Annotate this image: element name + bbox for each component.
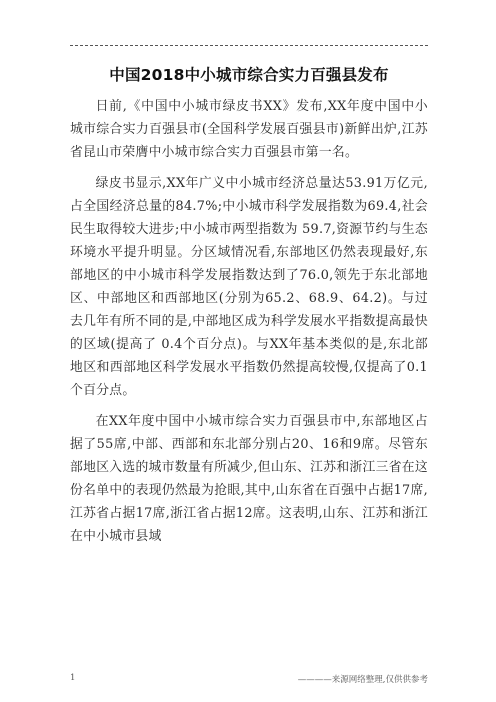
page-footer — [70, 673, 428, 687]
page-number: 1 — [70, 673, 76, 683]
paragraph-1: 日前,《中国中小城市绿皮书XX》发布,XX年度中国中小城市综合实力百强县市(全国科学发展百强县市)新鲜出炉,江苏省昆山市荣膺中小城市综合实力百强县市第一名。 — [70, 99, 428, 160]
paragraph-3: 在XX年度中国中小城市综合实力百强县市中,东部地区占据了55席,中部、西部和东北部分别占20、16和9席。尽管东部地区入选的城市数量有所减少,但山东、江苏和浙江三省在这份名单中的表现仍然最为抢眼,其中,山东省在百强中占据17席,江苏省占据17席,浙江省占据12席。这表明,山东、江苏和浙江在中小城市县域 — [70, 414, 428, 544]
article-body — [70, 95, 428, 556]
header-divider — [70, 45, 428, 46]
source-note: ————来源网络整理,仅供供参考 — [297, 675, 428, 685]
page-title: 中国2018中小城市综合实力百强县发布 — [109, 66, 389, 84]
paragraph-2: 绿皮书显示,XX年广义中小城市经济总量达53.91万亿元,占全国经济总量的84.7%;中小城市科学发展指数为69.4,社会民生取得较大进步;中小城市两型指数为 59.7,资源节约与生态环境水平提升明显。分区域情况看,东部地区仍然表现最好,东部地区的中小城市科学发展指数达到了76.0,领先于东北部地区、中部地区和西部地区(分别为65.2、68.9、64.2)。与过去几年有所不同的是,中部地区成为科学发展水平指数提高最快的区域(提高了 0.4个百分点)。与XX年基本类似的是,东北部地区和西部地区科学发展水平指数仍然提高较慢,仅提高了0.1个百分点。 — [70, 176, 428, 398]
